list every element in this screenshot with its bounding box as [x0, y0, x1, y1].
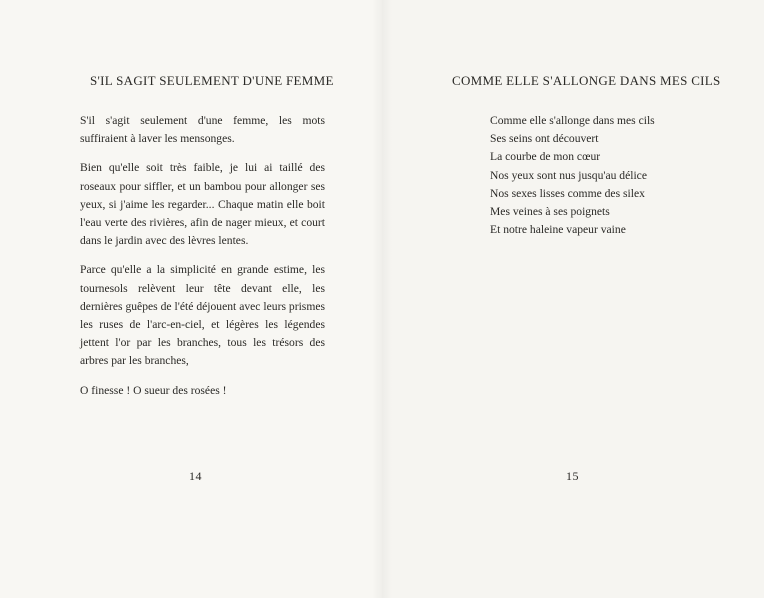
poem-line: La courbe de mon cœur — [490, 150, 601, 164]
poem-line: Nos sexes lisses comme des silex — [490, 186, 645, 200]
book-gutter — [372, 0, 392, 598]
poem-line: Comme elle s'allonge dans mes cils — [490, 114, 655, 127]
poem-line: Nos yeux sont nus jusqu'au délice — [490, 168, 647, 182]
left-page-prose — [80, 112, 325, 411]
prose-paragraph: S'il s'agit seulement d'une femme, les mots suffiraient à laver les mensonges. — [80, 114, 325, 146]
prose-paragraph: Parce qu'elle a la simplicité en grande estime, les tournesols relèvent leur tête devant elle, les dernières guêpes de l'été déjouent avec leurs prismes les ruses de l'arc-en-ciel, et légères les légendes jettent l'or par les branches, tous les trésors des arbres par les branches, — [80, 263, 325, 368]
prose-paragraph: Bien qu'elle soit très faible, je lui ai taillé des roseaux pour siffler, et un bambou pour allonger ses yeux, si j'aime les regarder... Chaque matin elle boit l'eau verte des rivières, afin de nager mieux, et court dans le jardin avec des lèvres lentes. — [80, 161, 325, 248]
left-page-number: 14 — [189, 469, 202, 483]
right-page — [382, 0, 764, 598]
right-page-title: COMME ELLE S'ALLONGE DANS MES CILS — [452, 73, 721, 88]
prose-paragraph: O finesse ! O sueur des rosées ! — [80, 383, 227, 397]
poem-line: Ses seins ont découvert — [490, 132, 599, 146]
left-page-title: S'IL SAGIT SEULEMENT D'UNE FEMME — [90, 73, 334, 88]
right-page-poem — [490, 112, 655, 239]
right-page-number: 15 — [566, 469, 579, 483]
poem-line: Et notre haleine vapeur vaine — [490, 223, 626, 237]
poem-line: Mes veines à ses poignets — [490, 205, 610, 219]
